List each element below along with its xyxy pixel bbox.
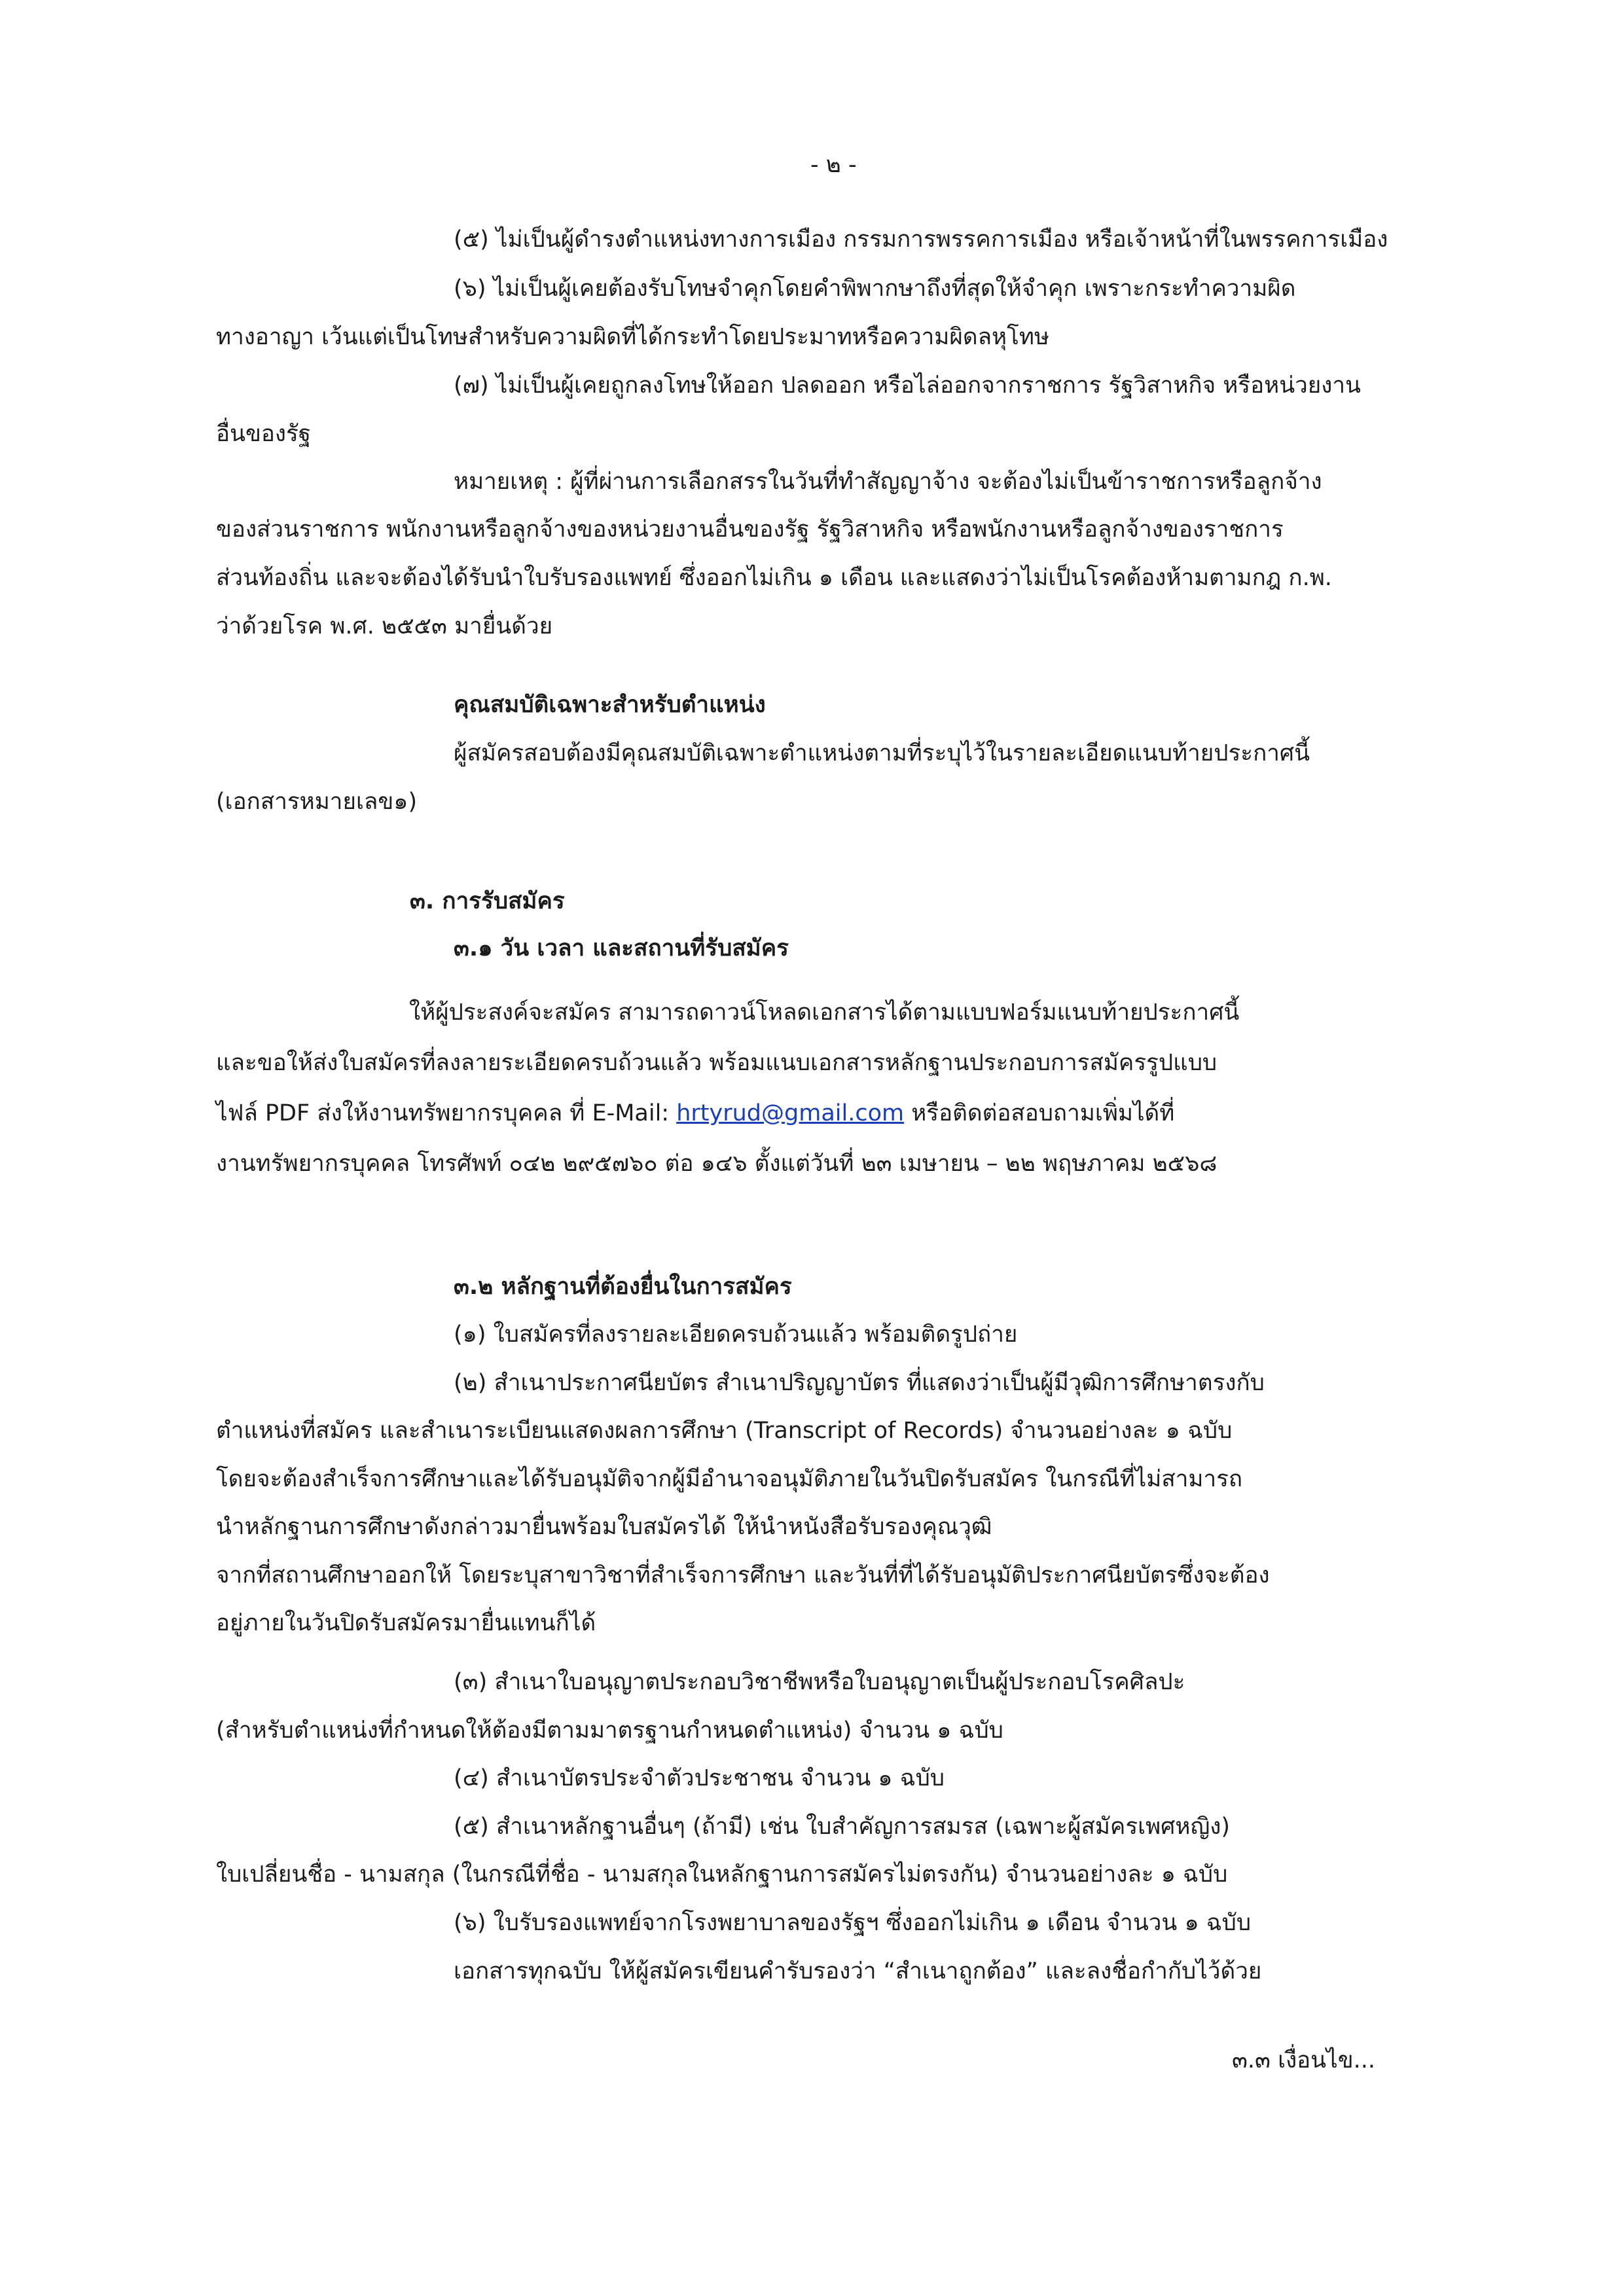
document-item-1: (๑) ใบสมัครที่ลงรายละเอียดครบถ้วนแล้ว พร้อมติดรูปถ่าย xyxy=(454,1321,1018,1348)
document-item-4: (๔) สำเนาบัตรประจำตัวประชาชน จำนวน ๑ ฉบับ xyxy=(454,1765,945,1791)
document-item-3-line-1: (๓) สำเนาใบอนุญาตประกอบวิชาชีพหรือใบอนุญาตเป็นผู้ประกอบโรคศิลปะ xyxy=(454,1669,1185,1695)
section-3-1-line-1: ให้ผู้ประสงค์จะสมัคร สามารถดาวน์โหลดเอกสารได้ตามแบบฟอร์มแนบท้ายประกาศนี้ xyxy=(409,999,1240,1026)
section-3-1-line-3-prefix: ไฟล์ PDF ส่งให้งานทรัพยากรบุคคล ที่ E-Mail: xyxy=(216,1100,677,1126)
certification-instruction: เอกสารทุกฉบับ ให้ผู้สมัครเขียนคำรับรองว่า “สำเนาถูกต้อง” และลงชื่อกำกับไว้ด้วย xyxy=(454,1958,1262,1984)
qualification-item-6-line-1: (๖) ไม่เป็นผู้เคยต้องรับโทษจำคุกโดยคำพิพากษาถึงที่สุดให้จำคุก เพราะกระทำความผิด xyxy=(454,276,1296,302)
email-link[interactable]: hrtyrud@gmail.com xyxy=(676,1100,905,1126)
page-number: - ๒ - xyxy=(810,152,857,178)
qualification-item-7-line-1: (๗) ไม่เป็นผู้เคยถูกลงโทษให้ออก ปลดออก หรือไล่ออกจากราชการ รัฐวิสาหกิจ หรือหน่วยงาน xyxy=(454,372,1361,399)
document-item-2-line-4: นำหลักฐานการศึกษาดังกล่าวมายื่นพร้อมใบสมัครได้ ให้นำหนังสือรับรองคุณวุฒิ xyxy=(216,1514,992,1540)
qualification-item-7-line-2: อื่นของรัฐ xyxy=(216,421,312,447)
section-3-2-heading: ๓.๒ หลักฐานที่ต้องยื่นในการสมัคร xyxy=(454,1274,792,1300)
document-item-3-line-2: (สำหรับตำแหน่งที่กำหนดให้ต้องมีตามมาตรฐานกำหนดตำแหน่ง) จำนวน ๑ ฉบับ xyxy=(216,1717,1003,1744)
document-item-6: (๖) ใบรับรองแพทย์จากโรงพยาบาลของรัฐฯ ซึ่งออกไม่เกิน ๑ เดือน จำนวน ๑ ฉบับ xyxy=(454,1910,1252,1936)
specific-qualifications-line-2: (เอกสารหมายเลข๑) xyxy=(216,789,418,815)
document-item-2-line-1: (๒) สำเนาประกาศนียบัตร สำเนาปริญญาบัตร ที่แสดงว่าเป็นผู้มีวุฒิการศึกษาตรงกับ xyxy=(454,1370,1265,1396)
section-3-1-line-3-suffix: หรือติดต่อสอบถามเพิ่มได้ที่ xyxy=(904,1100,1175,1126)
specific-qualifications-line-1: ผู้สมัครสอบต้องมีคุณสมบัติเฉพาะตำแหน่งตามที่ระบุไว้ในรายละเอียดแนบท้ายประกาศนี้ xyxy=(454,740,1310,766)
document-item-2-line-2: ตำแหน่งที่สมัคร และสำเนาระเบียนแสดงผลการศึกษา (Transcript of Records) จำนวนอย่างละ ๑ ฉบับ xyxy=(216,1418,1233,1444)
document-item-5-line-1: (๕) สำเนาหลักฐานอื่นๆ (ถ้ามี) เช่น ใบสำคัญการสมรส (เฉพาะผู้สมัครเพศหญิง) xyxy=(454,1814,1231,1840)
document-item-2-line-5: จากที่สถานศึกษาออกให้ โดยระบุสาขาวิชาที่สำเร็จการศึกษา และวันที่ที่ได้รับอนุมัติประกาศนียบัตรซึ่งจะต้อง xyxy=(216,1562,1270,1588)
section-3-1-line-4: งานทรัพยากรบุคคล โทรศัพท์ ๐๔๒ ๒๙๕๗๖๐ ต่อ ๑๔๖ ตั้งแต่วันที่ ๒๓ เมษายน – ๒๒ พฤษภาคม ๒๕๖๘ xyxy=(216,1151,1218,1177)
specific-qualifications-heading: คุณสมบัติเฉพาะสำหรับตำแหน่ง xyxy=(454,692,766,718)
qualification-item-6-line-2: ทางอาญา เว้นแต่เป็นโทษสำหรับความผิดที่ได้กระทำโดยประมาทหรือความผิดลหุโทษ xyxy=(216,324,1050,350)
section-3-heading: ๓. การรับสมัคร xyxy=(410,888,565,914)
document-item-2-line-3: โดยจะต้องสำเร็จการศึกษาและได้รับอนุมัติจากผู้มีอำนาจอนุมัติภายในวันปิดรับสมัคร ในกรณีที่ไม่สามารถ xyxy=(216,1466,1243,1492)
document-item-5-line-2: ใบเปลี่ยนชื่อ - นามสกุล (ในกรณีที่ชื่อ - นามสกุลในหลักฐานการสมัครไม่ตรงกัน) จำนวนอย่างละ ๑ ฉบับ xyxy=(216,1861,1228,1888)
continuation-marker: ๓.๓ เงื่อนไข... xyxy=(1232,2047,1376,2073)
section-3-1-line-3 xyxy=(216,1098,1174,1129)
note-line-3: ส่วนท้องถิ่น และจะต้องได้รับนำใบรับรองแพทย์ ซึ่งออกไม่เกิน ๑ เดือน และแสดงว่าไม่เป็นโรคต้องห้ามตามกฎ ก.พ. xyxy=(216,565,1332,591)
note-line-1: หมายเหตุ : ผู้ที่ผ่านการเลือกสรรในวันที่ทำสัญญาจ้าง จะต้องไม่เป็นข้าราชการหรือลูกจ้าง xyxy=(454,469,1322,495)
qualification-item-5: (๕) ไม่เป็นผู้ดำรงตำแหน่งทางการเมือง กรรมการพรรคการเมือง หรือเจ้าหน้าที่ในพรรคการเมือง xyxy=(454,226,1388,253)
section-3-1-line-2: และขอให้ส่งใบสมัครที่ลงลายระเอียดครบถ้วนแล้ว พร้อมแนบเอกสารหลักฐานประกอบการสมัครรูปแบบ xyxy=(216,1050,1218,1076)
note-line-4: ว่าด้วยโรค พ.ศ. ๒๕๕๓ มายื่นด้วย xyxy=(216,613,553,639)
note-line-2: ของส่วนราชการ พนักงานหรือลูกจ้างของหน่วยงานอื่นของรัฐ รัฐวิสาหกิจ หรือพนักงานหรือลูกจ้างของราชการ xyxy=(216,516,1284,543)
document-item-2-line-6: อยู่ภายในวันปิดรับสมัครมายื่นแทนก็ได้ xyxy=(216,1610,596,1636)
section-3-1-heading: ๓.๑ วัน เวลา และสถานที่รับสมัคร xyxy=(454,935,789,961)
